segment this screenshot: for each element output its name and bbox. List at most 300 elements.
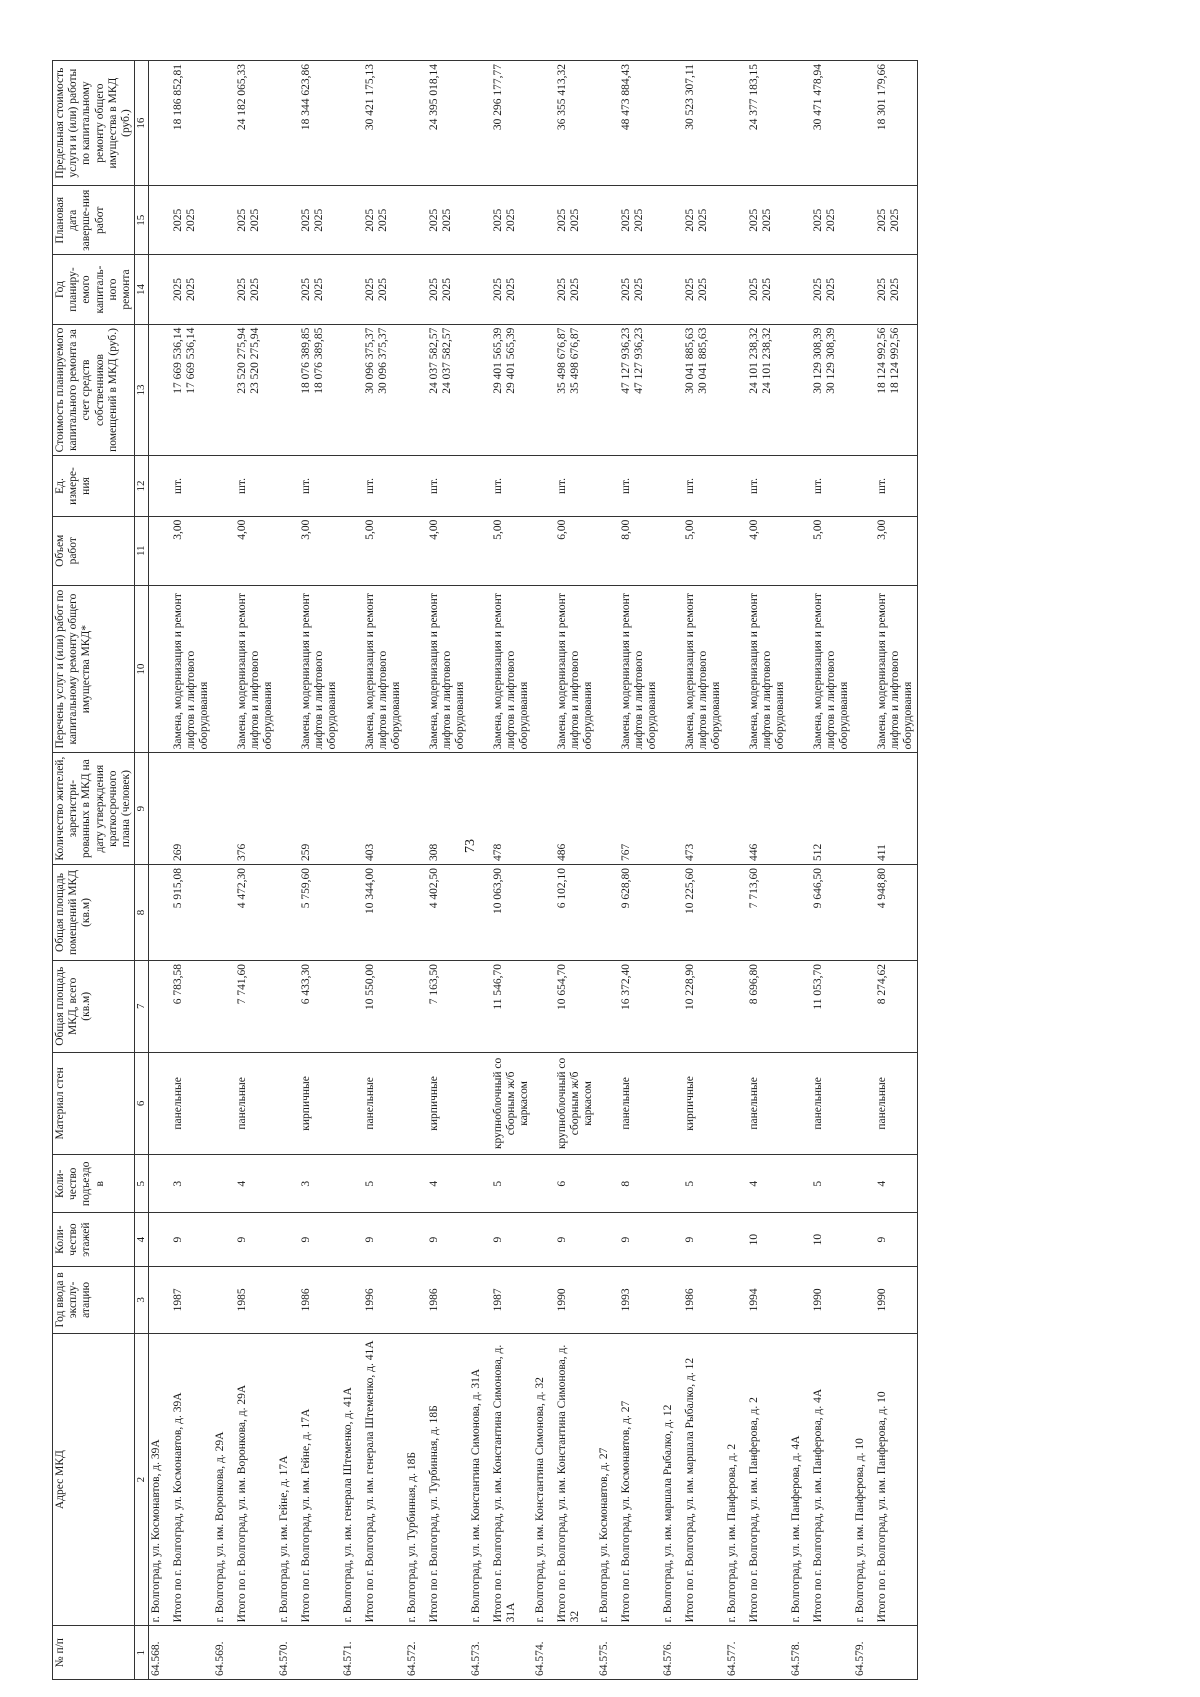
table-cell [533, 585, 555, 752]
table-row [277, 61, 299, 1680]
table-cell [597, 1213, 619, 1267]
table-cell: Замена, модернизация и ремонт лифтов и лифтового оборудования [299, 585, 341, 752]
table-cell: 4 472,30 [235, 864, 277, 960]
address-cell: г. Волгоград, ул. им. Гейне, д. 17А [277, 1333, 299, 1626]
table-cell [405, 255, 427, 324]
rotated-sheet [52, 60, 1192, 1680]
cost-cell [811, 324, 853, 456]
cost-value: 24 101 238,32 [747, 327, 760, 394]
table-cell [277, 456, 299, 516]
table-cell [597, 753, 619, 865]
table-cell [853, 255, 875, 324]
table-cell [427, 1626, 469, 1680]
table-cell [597, 1052, 619, 1155]
year-value: 2025 [441, 278, 454, 301]
total-label-cell: Итого по г. Волгоград, ул. им. генерала Штеменко, д. 41А [363, 1333, 405, 1626]
table-cell [747, 1626, 789, 1680]
end-date-cell [747, 186, 789, 255]
table-cell [597, 864, 619, 960]
table-cell [555, 1626, 597, 1680]
table-cell: 7 163,50 [427, 960, 469, 1052]
table-cell [533, 1052, 555, 1155]
table-cell: 446 [747, 753, 789, 865]
table-cell [148, 585, 171, 752]
table-cell: 3,00 [171, 516, 213, 585]
table-cell [725, 1155, 747, 1213]
table-cell [661, 61, 683, 186]
address-cell: г. Волгоград, ул. Космонавтов, д. 27 [597, 1333, 619, 1626]
table-cell [213, 753, 235, 865]
table-cell: Замена, модернизация и ремонт лифтов и лифтового оборудования [235, 585, 277, 752]
date-value: 2025 [441, 208, 454, 232]
cost-cell [555, 324, 597, 456]
table-cell [341, 753, 363, 865]
table-cell: Замена, модернизация и ремонт лифтов и лифтового оборудования [171, 585, 213, 752]
table-cell: 6 [555, 1155, 597, 1213]
table-row [875, 61, 918, 1680]
table-cell [789, 864, 811, 960]
column-number: 6 [135, 1052, 149, 1155]
cost-cell [747, 324, 789, 456]
table-cell [789, 1052, 811, 1155]
table-cell [469, 516, 491, 585]
table-cell [341, 186, 363, 255]
table-cell: Замена, модернизация и ремонт лифтов и лифтового оборудования [491, 585, 533, 752]
table-cell: 4,00 [235, 516, 277, 585]
table-cell [277, 585, 299, 752]
column-number: 11 [135, 516, 149, 585]
plan-year-cell [811, 255, 853, 324]
table-row [363, 61, 405, 1680]
table-cell [789, 1155, 811, 1213]
table-cell: 9 [683, 1213, 725, 1267]
table-cell [405, 186, 427, 255]
address-cell: г. Волгоград, ул. им. Панферова, д. 2 [725, 1333, 747, 1626]
total-cost-value: 30 129 308,39 [825, 327, 838, 394]
table-cell [171, 1626, 213, 1680]
date-value: 2025 [427, 208, 440, 232]
table-cell [533, 324, 555, 456]
page-number: 73 [463, 839, 478, 853]
table-row [427, 61, 469, 1680]
year-value: 2025 [377, 278, 390, 301]
max-cost-cell: 30 296 177,77 [491, 61, 533, 186]
table-row [555, 61, 597, 1680]
table-cell: Замена, модернизация и ремонт лифтов и лифтового оборудования [747, 585, 789, 752]
date-value: 2025 [377, 208, 390, 232]
table-cell [277, 255, 299, 324]
table-row [341, 61, 363, 1680]
table-cell [277, 1052, 299, 1155]
header-row [53, 61, 135, 1680]
table-cell: Замена, модернизация и ремонт лифтов и лифтового оборудования [683, 585, 725, 752]
table-cell: 10 225,60 [683, 864, 725, 960]
date-value: 2025 [747, 208, 760, 232]
table-cell [341, 324, 363, 456]
year-value: 2025 [171, 278, 184, 301]
total-label-cell: Итого по г. Волгоград, ул. им. Панферова, д. 2 [747, 1333, 789, 1626]
table-cell: 9 [427, 1213, 469, 1267]
table-cell: Замена, модернизация и ремонт лифтов и лифтового оборудования [811, 585, 853, 752]
table-row [597, 61, 619, 1680]
table-row [213, 61, 235, 1680]
table-cell [405, 1266, 427, 1333]
total-label-cell: Итого по г. Волгоград, ул. Космонавтов, д. 27 [619, 1333, 661, 1626]
table-cell [597, 255, 619, 324]
total-label-cell: Итого по г. Волгоград, ул. им. Константина Симонова, д. 32 [555, 1333, 597, 1626]
column-header: Стоимость планируемого капитального ремонта за счет средств собственников помещений в МКД (руб.) [53, 324, 135, 456]
table-cell: 7 741,60 [235, 960, 277, 1052]
table-cell: 9 [299, 1213, 341, 1267]
row-number: 64.574. [533, 1626, 555, 1680]
table-cell: 5,00 [811, 516, 853, 585]
total-label-cell: Итого по г. Волгоград, ул. им. Панферова, д. 4А [811, 1333, 853, 1626]
table-cell [405, 960, 427, 1052]
table-cell [469, 1052, 491, 1155]
table-row [533, 61, 555, 1680]
table-cell: шт. [491, 456, 533, 516]
cost-cell [171, 324, 213, 456]
table-cell: 6,00 [555, 516, 597, 585]
year-value: 2025 [235, 278, 248, 301]
table-cell [853, 61, 875, 186]
total-label-cell: Итого по г. Волгоград, ул. им. Воронкова, д. 29А [235, 1333, 277, 1626]
table-row [619, 61, 661, 1680]
table-cell: 478 [491, 753, 533, 865]
date-value: 2025 [875, 208, 888, 232]
table-cell [661, 585, 683, 752]
table-row [491, 61, 533, 1680]
table-cell [341, 1052, 363, 1155]
table-cell: 6 102,10 [555, 864, 597, 960]
row-number: 64.568. [148, 1626, 171, 1680]
column-header: Предельная стоимость услуги и (или) работы по капитальному ремонту общего имущества в МКД (руб.) [53, 61, 135, 186]
table-cell [597, 516, 619, 585]
table-cell [405, 1052, 427, 1155]
year-value: 2025 [697, 278, 710, 301]
table-cell: 9 [619, 1213, 661, 1267]
end-date-cell [491, 186, 533, 255]
table-cell [853, 864, 875, 960]
table-cell [661, 753, 683, 865]
plan-year-cell [299, 255, 341, 324]
table-row [661, 61, 683, 1680]
table-cell [405, 1155, 427, 1213]
date-value: 2025 [363, 208, 376, 232]
table-cell [725, 516, 747, 585]
end-date-cell [299, 186, 341, 255]
table-cell [725, 61, 747, 186]
table-cell [597, 186, 619, 255]
table-cell [405, 585, 427, 752]
column-number: 12 [135, 456, 149, 516]
year-value: 2025 [683, 278, 696, 301]
table-cell: 9 [171, 1213, 213, 1267]
table-cell [725, 864, 747, 960]
table-cell: 1986 [683, 1266, 725, 1333]
address-cell: г. Волгоград, ул. им. Константина Симонова, д. 31А [469, 1333, 491, 1626]
table-cell [469, 753, 491, 865]
table-cell [597, 1155, 619, 1213]
date-value: 2025 [761, 208, 774, 232]
table-cell: 10 228,90 [683, 960, 725, 1052]
table-cell [148, 1266, 171, 1333]
date-value: 2025 [555, 208, 568, 232]
date-value: 2025 [171, 208, 184, 232]
table-cell [341, 960, 363, 1052]
table-cell [789, 61, 811, 186]
year-value: 2025 [427, 278, 440, 301]
table-cell [661, 1155, 683, 1213]
table-cell: 5,00 [491, 516, 533, 585]
date-value: 2025 [889, 208, 902, 232]
table-cell [533, 1213, 555, 1267]
table-cell: шт. [811, 456, 853, 516]
table-cell: 5 759,60 [299, 864, 341, 960]
year-value: 2025 [491, 278, 504, 301]
table-cell: 10 550,00 [363, 960, 405, 1052]
table-cell [533, 61, 555, 186]
table-cell: 3 [299, 1155, 341, 1213]
table-row [405, 61, 427, 1680]
table-cell [533, 864, 555, 960]
table-cell [533, 960, 555, 1052]
address-cell: г. Волгоград, ул. им. генерала Штеменко, д. 41А [341, 1333, 363, 1626]
table-cell [853, 1052, 875, 1155]
table-cell [853, 186, 875, 255]
table-cell [213, 585, 235, 752]
table-cell [811, 1626, 853, 1680]
table-cell [789, 324, 811, 456]
table-cell: 10 [747, 1213, 789, 1267]
plan-year-cell [235, 255, 277, 324]
table-cell [597, 1266, 619, 1333]
table-cell [597, 324, 619, 456]
table-cell [405, 61, 427, 186]
table-cell [853, 516, 875, 585]
year-value: 2025 [875, 278, 888, 301]
table-cell [341, 1266, 363, 1333]
column-header: Объем работ [53, 516, 135, 585]
column-number: 15 [135, 186, 149, 255]
table-cell [213, 1155, 235, 1213]
table-cell [789, 516, 811, 585]
table-cell [469, 255, 491, 324]
date-value: 2025 [505, 208, 518, 232]
table-cell [405, 516, 427, 585]
table-cell: 5 [683, 1155, 725, 1213]
table-cell [405, 456, 427, 516]
address-cell: г. Волгоград, ул. им. маршала Рыбалко, д. 12 [661, 1333, 683, 1626]
total-cost-value: 30 096 375,37 [377, 327, 390, 394]
capital-repair-table [52, 60, 918, 1680]
table-cell: 473 [683, 753, 725, 865]
address-cell: г. Волгоград, ул. им. Константина Симонова, д. 32 [533, 1333, 555, 1626]
table-row [811, 61, 853, 1680]
table-cell [213, 864, 235, 960]
table-cell [277, 186, 299, 255]
table-cell [341, 255, 363, 324]
table-cell [469, 960, 491, 1052]
table-row [299, 61, 341, 1680]
table-cell: кирпичные [683, 1052, 725, 1155]
end-date-cell [427, 186, 469, 255]
cost-value: 35 498 676,87 [555, 327, 568, 394]
table-cell [469, 585, 491, 752]
max-cost-cell: 30 471 478,94 [811, 61, 853, 186]
table-cell: 9 [235, 1213, 277, 1267]
table-cell: 10 654,70 [555, 960, 597, 1052]
plan-year-cell [619, 255, 661, 324]
total-label-cell: Итого по г. Волгоград, ул. им. маршала Рыбалко, д. 12 [683, 1333, 725, 1626]
row-number: 64.573. [469, 1626, 491, 1680]
table-cell [789, 255, 811, 324]
table-cell: 4 [875, 1155, 918, 1213]
table-cell [213, 61, 235, 186]
plan-year-cell [491, 255, 533, 324]
table-cell: 767 [619, 753, 661, 865]
year-value: 2025 [633, 278, 646, 301]
table-cell [469, 1155, 491, 1213]
table-cell: 9 [363, 1213, 405, 1267]
table-cell [469, 61, 491, 186]
row-number: 64.577. [725, 1626, 747, 1680]
table-cell: 4 [427, 1155, 469, 1213]
table-cell: панельные [875, 1052, 918, 1155]
table-cell: 1994 [747, 1266, 789, 1333]
table-cell: крупноблочный со сборным ж/б каркасом [555, 1052, 597, 1155]
table-cell [148, 255, 171, 324]
table-cell: 1987 [491, 1266, 533, 1333]
table-cell [341, 516, 363, 585]
table-cell: 3,00 [875, 516, 918, 585]
table-cell [341, 585, 363, 752]
column-header: Адрес МКД [53, 1333, 135, 1626]
table-cell: 9 646,50 [811, 864, 853, 960]
table-cell: Замена, модернизация и ремонт лифтов и лифтового оборудования [555, 585, 597, 752]
table-cell: 1987 [171, 1266, 213, 1333]
column-header: Общая площадь МКД, всего (кв.м) [53, 960, 135, 1052]
total-cost-value: 23 520 275,94 [249, 327, 262, 394]
plan-year-cell [683, 255, 725, 324]
cost-value: 29 401 565,39 [491, 327, 504, 394]
table-cell [789, 456, 811, 516]
table-cell [277, 1266, 299, 1333]
total-label-cell: Итого по г. Волгоград, ул. им. Гейне, д. 17А [299, 1333, 341, 1626]
address-cell: г. Волгоград, ул. Космонавтов, д. 39А [148, 1333, 171, 1626]
table-cell [213, 186, 235, 255]
column-header: Материал стен [53, 1052, 135, 1155]
table-cell: шт. [363, 456, 405, 516]
table-cell: 4 [747, 1155, 789, 1213]
table-cell [725, 1052, 747, 1155]
table-cell [341, 864, 363, 960]
plan-year-cell [555, 255, 597, 324]
table-cell [213, 456, 235, 516]
table-cell [789, 585, 811, 752]
table-cell [533, 1266, 555, 1333]
table-body [148, 61, 917, 1680]
table-cell: панельные [363, 1052, 405, 1155]
table-cell: 4,00 [427, 516, 469, 585]
plan-year-cell [427, 255, 469, 324]
table-cell [148, 864, 171, 960]
table-cell [405, 1213, 427, 1267]
max-cost-cell: 30 421 175,13 [363, 61, 405, 186]
table-cell: панельные [619, 1052, 661, 1155]
table-cell [853, 1266, 875, 1333]
date-value: 2025 [825, 208, 838, 232]
table-cell: 411 [875, 753, 918, 865]
table-cell [789, 1266, 811, 1333]
cost-cell [491, 324, 533, 456]
table-cell: 1985 [235, 1266, 277, 1333]
cost-value: 30 041 885,63 [683, 327, 696, 394]
table-cell [683, 1626, 725, 1680]
end-date-cell [619, 186, 661, 255]
table-cell: 8 274,62 [875, 960, 918, 1052]
date-value: 2025 [811, 208, 824, 232]
table-cell [853, 1213, 875, 1267]
table-cell [148, 61, 171, 186]
table-cell: 10 063,90 [491, 864, 533, 960]
total-cost-value: 35 498 676,87 [569, 327, 582, 394]
table-cell [148, 753, 171, 865]
table-cell: 8 [619, 1155, 661, 1213]
table-cell [725, 1266, 747, 1333]
row-number: 64.569. [213, 1626, 235, 1680]
table-cell [341, 1213, 363, 1267]
cost-value: 47 127 936,23 [619, 327, 632, 394]
table-cell: 5 915,08 [171, 864, 213, 960]
table-cell: 1986 [427, 1266, 469, 1333]
date-value: 2025 [185, 208, 198, 232]
table-cell [469, 864, 491, 960]
cost-cell [619, 324, 661, 456]
column-number: 7 [135, 960, 149, 1052]
table-cell [148, 324, 171, 456]
year-value: 2025 [555, 278, 568, 301]
max-cost-cell: 24 395 018,14 [427, 61, 469, 186]
max-cost-cell: 24 182 065,33 [235, 61, 277, 186]
table-cell: 6 433,30 [299, 960, 341, 1052]
table-row [725, 61, 747, 1680]
year-value: 2025 [811, 278, 824, 301]
year-value: 2025 [363, 278, 376, 301]
table-cell [725, 753, 747, 865]
table-cell: шт. [171, 456, 213, 516]
table-cell: шт. [683, 456, 725, 516]
table-cell: шт. [555, 456, 597, 516]
table-cell [299, 1626, 341, 1680]
table-cell [725, 186, 747, 255]
table-cell [661, 1213, 683, 1267]
table-cell: 10 [811, 1213, 853, 1267]
table-cell: крупноблочный со сборным ж/б каркасом [491, 1052, 533, 1155]
column-header: № п/п [53, 1626, 135, 1680]
table-cell: 376 [235, 753, 277, 865]
date-value: 2025 [313, 208, 326, 232]
table-cell: 11 053,70 [811, 960, 853, 1052]
table-cell: 1990 [875, 1266, 918, 1333]
total-cost-value: 29 401 565,39 [505, 327, 518, 394]
column-number: 1 [135, 1626, 149, 1680]
table-cell [853, 585, 875, 752]
column-number: 8 [135, 864, 149, 960]
column-header: Плановая дата заверше-ния работ [53, 186, 135, 255]
table-cell [277, 960, 299, 1052]
cost-value: 17 669 536,14 [171, 327, 184, 394]
